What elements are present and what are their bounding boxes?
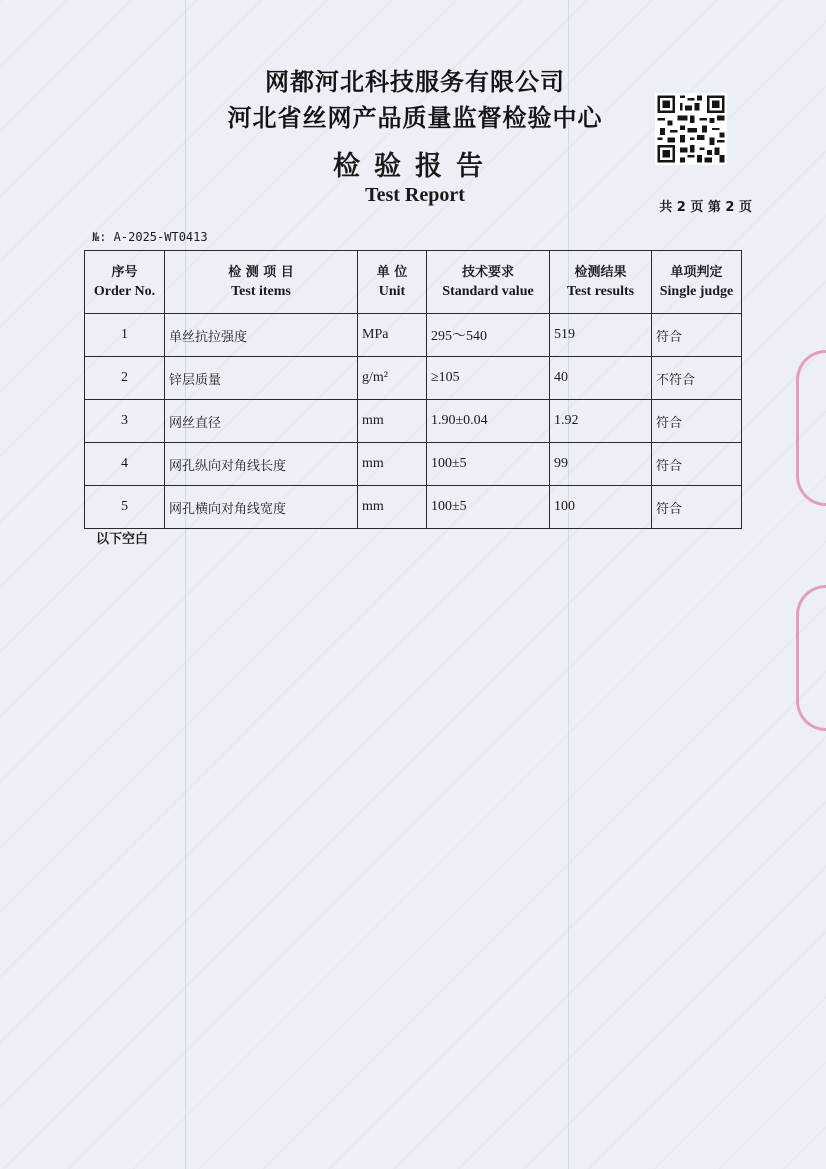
test-result-cell: 1.92 [550, 400, 652, 443]
standard-value-cell: 100±5 [427, 443, 550, 486]
table-row [85, 314, 742, 357]
header-single-judge: 单项判定 Single judge [652, 251, 742, 314]
judge-cell: 符合 [652, 400, 742, 443]
header-standard-value: 技术要求 Standard value [427, 251, 550, 314]
test-item-cell: 网丝直径 [165, 400, 358, 443]
unit-cell: mm [358, 486, 427, 529]
paper-fold-line [185, 0, 186, 1169]
table-header-row [85, 251, 742, 314]
test-item-cell: 单丝抗拉强度 [165, 314, 358, 357]
standard-value-cell: 100±5 [427, 486, 550, 529]
test-results-table [84, 250, 742, 529]
header-test-items: 检 测 项 目 Test items [165, 251, 358, 314]
qr-code-icon [655, 93, 727, 165]
blank-below-note: 以下空白 [96, 532, 149, 547]
table-row [85, 443, 742, 486]
order-no-cell: 2 [85, 357, 165, 400]
unit-cell: g/m² [358, 357, 427, 400]
page-count: 共 2 页 第 2 页 [659, 200, 752, 215]
company-name: 网都河北科技服务有限公司 [265, 68, 565, 96]
test-result-cell: 519 [550, 314, 652, 357]
unit-cell: MPa [358, 314, 427, 357]
standard-value-cell: 1.90±0.04 [427, 400, 550, 443]
unit-cell: mm [358, 443, 427, 486]
judge-cell: 符合 [652, 443, 742, 486]
judge-cell: 符合 [652, 486, 742, 529]
test-item-cell: 锌层质量 [165, 357, 358, 400]
test-result-cell: 100 [550, 486, 652, 529]
order-no-cell: 1 [85, 314, 165, 357]
report-title-cn: 检验报告 [333, 151, 497, 182]
test-item-cell: 网孔横向对角线宽度 [165, 486, 358, 529]
order-no-cell: 4 [85, 443, 165, 486]
seal-stamp-icon [796, 585, 826, 731]
test-item-cell: 网孔纵向对角线长度 [165, 443, 358, 486]
header-test-results: 检测结果 Test results [550, 251, 652, 314]
table-row [85, 400, 742, 443]
inspection-center-name: 河北省丝网产品质量监督检验中心 [227, 104, 603, 132]
header-unit: 单 位 Unit [358, 251, 427, 314]
standard-value-cell: 295～540 [427, 314, 550, 357]
table-row [85, 486, 742, 529]
header-order-no: 序号 Order No. [85, 251, 165, 314]
report-number: №: A-2025-WT0413 [92, 230, 208, 244]
order-no-cell: 3 [85, 400, 165, 443]
table-row [85, 357, 742, 400]
test-result-cell: 40 [550, 357, 652, 400]
test-result-cell: 99 [550, 443, 652, 486]
judge-cell: 符合 [652, 314, 742, 357]
report-title-en: Test Report [365, 184, 465, 206]
unit-cell: mm [358, 400, 427, 443]
judge-cell: 不符合 [652, 357, 742, 400]
order-no-cell: 5 [85, 486, 165, 529]
standard-value-cell: ≥105 [427, 357, 550, 400]
seal-stamp-icon [796, 350, 826, 506]
